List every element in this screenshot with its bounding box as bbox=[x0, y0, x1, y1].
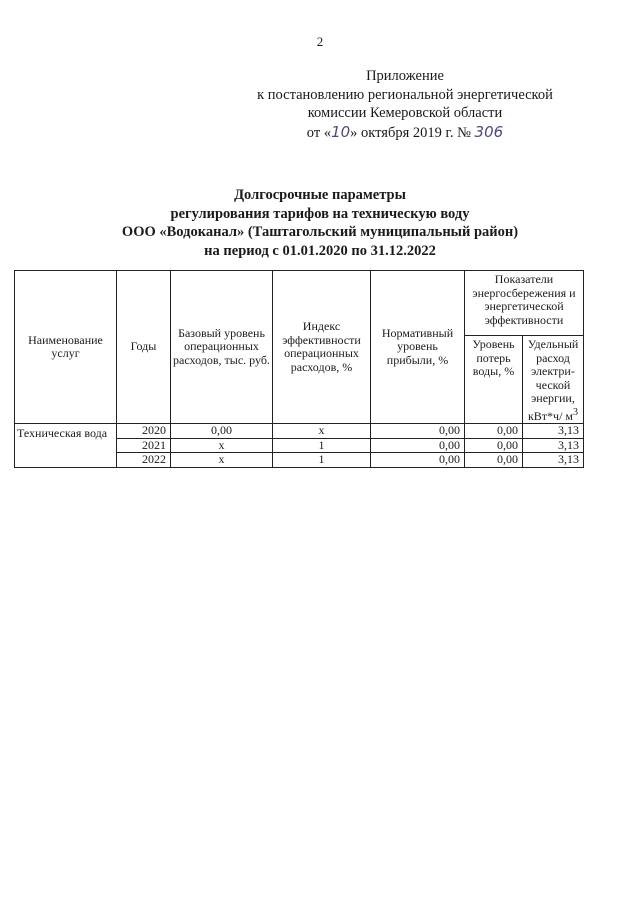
year-cell: 2022 bbox=[117, 453, 171, 468]
page-number: 2 bbox=[316, 34, 324, 49]
specific-consumption-label: Удельный расход электри-ческой энергии, кВт*ч/ м bbox=[527, 337, 579, 423]
date-suffix: » октября 2019 г. № bbox=[350, 124, 471, 141]
efficiency-index-cell: х bbox=[273, 424, 371, 439]
table-row bbox=[15, 424, 584, 439]
parameters-table bbox=[14, 270, 584, 468]
title-line-1: Долгосрочные параметры bbox=[234, 187, 406, 203]
base-level-cell: 0,00 bbox=[171, 424, 273, 439]
header-efficiency-index: Индекс эффективности операционных расходов, % bbox=[273, 271, 371, 424]
cubic-superscript: 3 bbox=[573, 406, 579, 418]
appendix-date-line bbox=[220, 123, 590, 143]
base-level-cell: х bbox=[171, 453, 273, 468]
water-loss-cell: 0,00 bbox=[465, 438, 523, 453]
efficiency-index-cell: 1 bbox=[273, 453, 371, 468]
header-energy-group: Показатели энергосбережения и энергетической эффективности bbox=[465, 271, 584, 336]
appendix-resolution-line: к постановлению региональной энергетической bbox=[257, 86, 553, 103]
date-prefix: от « bbox=[306, 124, 332, 141]
water-loss-cell: 0,00 bbox=[465, 453, 523, 468]
header-row-1 bbox=[15, 271, 584, 336]
title-line-2: регулирования тарифов на техническую воду bbox=[170, 205, 470, 222]
header-years: Годы bbox=[117, 271, 171, 424]
header-base-level: Базовый уровень операционных расходов, тыс. руб. bbox=[171, 271, 273, 424]
appendix-commission-line: комиссии Кемеровской области bbox=[307, 105, 503, 121]
header-water-loss: Уровень потерь воды, % bbox=[465, 336, 523, 424]
header-service: Наименование услуг bbox=[15, 271, 117, 424]
profit-level-cell: 0,00 bbox=[371, 453, 465, 468]
base-level-cell: х bbox=[171, 438, 273, 453]
handwritten-day: 10 bbox=[331, 122, 351, 141]
appendix-label: Приложение bbox=[366, 68, 444, 84]
title-line-4: на период с 01.01.2020 по 31.12.2022 bbox=[204, 242, 436, 259]
profit-level-cell: 0,00 bbox=[371, 438, 465, 453]
specific-consumption-cell: 3,13 bbox=[523, 424, 584, 439]
year-cell: 2020 bbox=[117, 424, 171, 439]
header-profit-level: Нормативный уровень прибыли, % bbox=[371, 271, 465, 424]
specific-consumption-cell: 3,13 bbox=[523, 453, 584, 468]
efficiency-index-cell: 1 bbox=[273, 438, 371, 453]
header-specific-consumption bbox=[523, 336, 584, 424]
year-cell: 2021 bbox=[117, 438, 171, 453]
profit-level-cell: 0,00 bbox=[371, 424, 465, 439]
water-loss-cell: 0,00 bbox=[465, 424, 523, 439]
title-line-3: ООО «Водоканал» (Таштагольский муниципальный район) bbox=[121, 224, 519, 240]
handwritten-number: 306 bbox=[474, 122, 504, 141]
appendix-block bbox=[220, 67, 590, 142]
document-title bbox=[0, 186, 640, 260]
specific-consumption-cell: 3,13 bbox=[523, 438, 584, 453]
service-name-cell: Техническая вода bbox=[15, 424, 117, 468]
